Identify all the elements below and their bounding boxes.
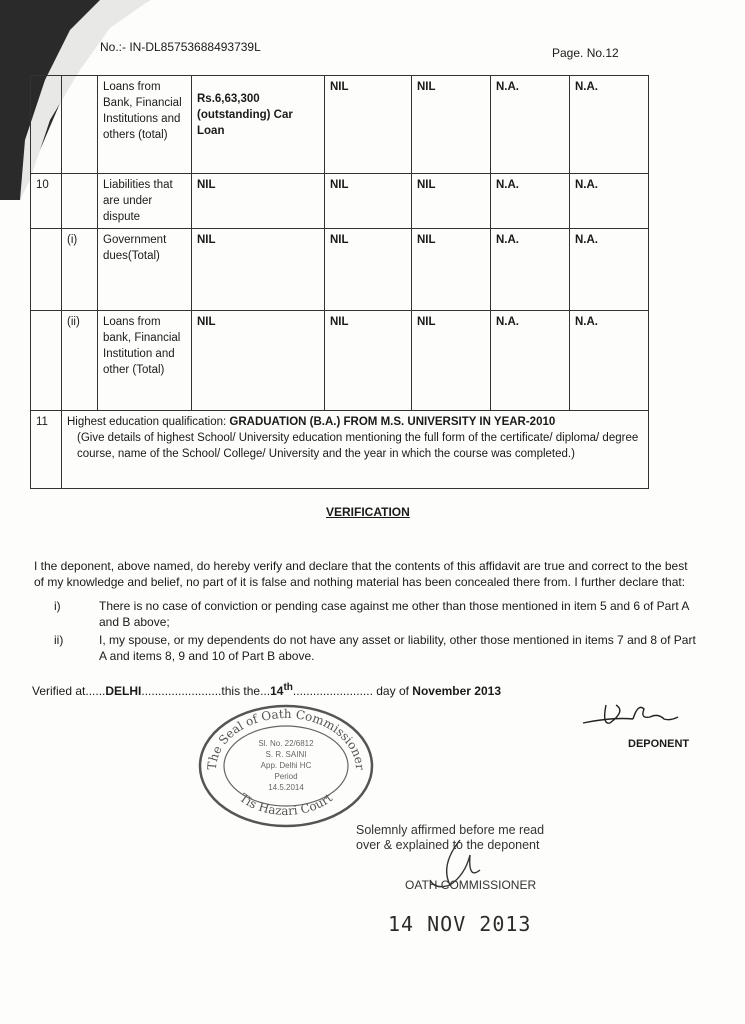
table-row bbox=[31, 311, 649, 411]
education-label: Highest education qualification: bbox=[67, 416, 227, 428]
date-stamp: 14 NOV 2013 bbox=[388, 912, 532, 936]
cell: NIL bbox=[412, 229, 491, 311]
cell: NIL bbox=[325, 76, 412, 174]
row-sub-number bbox=[62, 174, 98, 229]
cell: N.A. bbox=[570, 76, 649, 174]
row-number bbox=[31, 76, 62, 174]
row-number: 10 bbox=[31, 174, 62, 229]
table-row bbox=[31, 174, 649, 229]
row-number bbox=[31, 311, 62, 411]
cell: NIL bbox=[412, 174, 491, 229]
cell: N.A. bbox=[491, 76, 570, 174]
row-sub-number: (ii) bbox=[62, 311, 98, 411]
affirmation-line-1: Solemnly affirmed before me read bbox=[356, 823, 545, 837]
cell: N.A. bbox=[491, 311, 570, 411]
verified-line bbox=[32, 682, 501, 698]
cell: NIL bbox=[412, 311, 491, 411]
verification-title: VERIFICATION bbox=[326, 505, 410, 519]
oath-commissioner-title: OATH COMMISSIONER bbox=[405, 878, 537, 892]
row-description: Loans from bank, Financial Institution and other (Total) bbox=[98, 311, 192, 411]
verified-place: DELHI bbox=[105, 684, 142, 698]
cell: NIL bbox=[325, 174, 412, 229]
list-marker: i) bbox=[54, 599, 61, 613]
cell: N.A. bbox=[570, 311, 649, 411]
row-description: Liabilities that are under dispute bbox=[98, 174, 192, 229]
row-sub-number: (i) bbox=[62, 229, 98, 311]
verified-prefix: Verified at...... bbox=[32, 684, 106, 698]
seal-line: Sl. No. 22/6812 bbox=[258, 739, 314, 748]
oath-commissioner-seal bbox=[196, 700, 376, 830]
cell: NIL bbox=[325, 311, 412, 411]
row-description: Government dues(Total) bbox=[98, 229, 192, 311]
row-amount bbox=[192, 76, 325, 174]
seal-line: S. R. SAINI bbox=[265, 750, 307, 759]
verified-suffix: ........................ day of bbox=[292, 684, 413, 698]
verified-day bbox=[270, 684, 293, 698]
reference-number: No.:- IN-DL85753688493739L bbox=[100, 40, 261, 54]
education-cell bbox=[62, 411, 649, 489]
row-amount: NIL bbox=[192, 229, 325, 311]
seal-top-text: The Seal of Oath Commissioner bbox=[204, 706, 368, 771]
row-description: Loans from Bank, Financial Institutions and others (total) bbox=[98, 76, 192, 174]
verified-month-year: November 2013 bbox=[412, 684, 501, 698]
row-sub-number bbox=[62, 76, 98, 174]
education-value: GRADUATION (B.A.) FROM M.S. UNIVERSITY IN YEAR-2010 bbox=[229, 416, 556, 428]
amount-text: Rs.6,63,300 (outstanding) Car Loan bbox=[197, 93, 293, 137]
row-number bbox=[31, 229, 62, 311]
day-suffix: th bbox=[283, 682, 293, 693]
education-note: (Give details of highest School/ University education mentioning the full form of the certificate/ diploma/ degree course, name of the School/ College/ University and the year in which the course was completed.) bbox=[77, 432, 639, 460]
table-row bbox=[31, 76, 649, 174]
day-number: 14 bbox=[270, 684, 284, 698]
seal-line: App. Delhi HC bbox=[260, 761, 312, 770]
seal-line: Period bbox=[274, 772, 298, 781]
cell: NIL bbox=[412, 76, 491, 174]
liabilities-table bbox=[30, 75, 649, 489]
verified-mid: ........................this the... bbox=[141, 684, 271, 698]
cell: NIL bbox=[325, 229, 412, 311]
table-row bbox=[31, 229, 649, 311]
deponent-signature bbox=[578, 695, 688, 735]
svg-text:Tis Hazari Court bbox=[237, 791, 335, 818]
table-row bbox=[31, 411, 649, 489]
seal-bottom-text: Tis Hazari Court bbox=[236, 790, 336, 818]
cell: N.A. bbox=[570, 174, 649, 229]
row-number: 11 bbox=[31, 411, 62, 489]
seal-line: 14.5.2014 bbox=[268, 783, 304, 792]
list-marker: ii) bbox=[54, 633, 64, 647]
list-item: There is no case of conviction or pending case against me other than those mentioned in item 5 and 6 of Part A and B above; bbox=[99, 599, 689, 629]
cell: N.A. bbox=[491, 229, 570, 311]
cell: N.A. bbox=[570, 229, 649, 311]
deponent-label: DEPONENT bbox=[628, 738, 690, 750]
row-amount: NIL bbox=[192, 311, 325, 411]
row-amount: NIL bbox=[192, 174, 325, 229]
verification-paragraph: I the deponent, above named, do hereby verify and declare that the contents of this affidavit are true and correct to the best of my knowledge and belief, no part of it is false and nothing material has been concealed there from. I further declare that: bbox=[34, 559, 688, 589]
affirmation-line-2: over & explained to the deponent bbox=[356, 838, 540, 852]
list-item: I, my spouse, or my dependents do not have any asset or liability, other those mentioned in items 7 and 8 of Part A and items 8, 9 and 10 of Part B above. bbox=[99, 633, 696, 663]
cell: N.A. bbox=[491, 174, 570, 229]
page-number: Page. No.12 bbox=[552, 46, 619, 60]
